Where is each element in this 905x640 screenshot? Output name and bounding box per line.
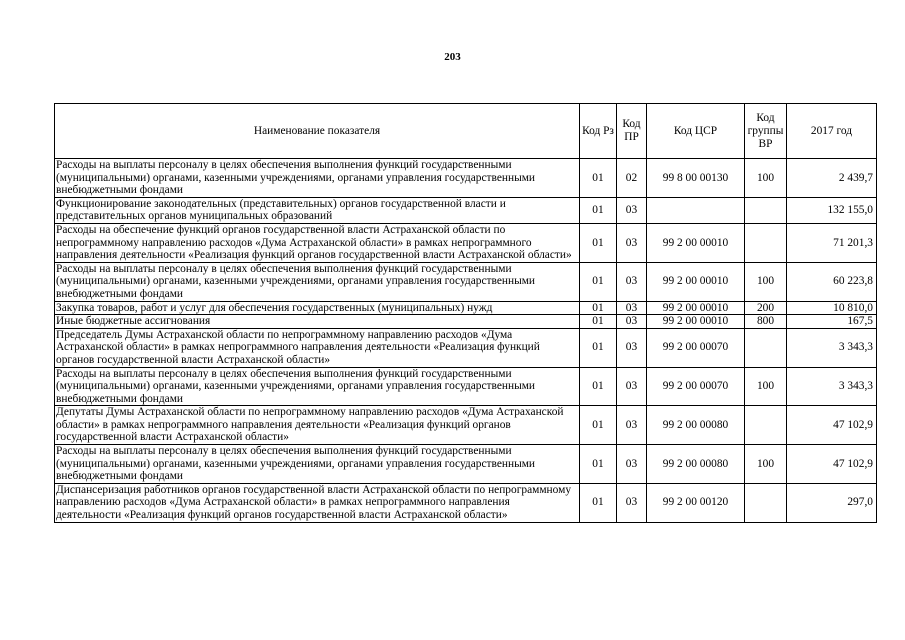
cell-vr [745, 197, 787, 223]
cell-csr: 99 2 00 00010 [647, 223, 745, 262]
table-row [55, 197, 877, 223]
cell-name: Расходы на выплаты персоналу в целях обеспечения выполнения функций государственными (муниципальными) органами, казенными учреждениями, органами управления государственными внебюджетными фондами [55, 159, 580, 198]
cell-csr: 99 8 00 00130 [647, 159, 745, 198]
cell-rz: 01 [580, 197, 617, 223]
cell-rz: 01 [580, 301, 617, 315]
cell-pr: 03 [617, 197, 647, 223]
cell-name: Диспансеризация работников органов государственной власти Астраханской области по непрограммному направлению расходов «Дума Астраханской области» в рамках непрограммного направления деятельности «Реализация функций органов государственной власти Астраханской области» [55, 483, 580, 522]
cell-vr [745, 483, 787, 522]
cell-csr [647, 197, 745, 223]
cell-pr: 03 [617, 315, 647, 329]
cell-pr: 02 [617, 159, 647, 198]
cell-rz: 01 [580, 406, 617, 445]
header-name: Наименование показателя [55, 104, 580, 159]
cell-vr: 100 [745, 367, 787, 406]
table-row [55, 328, 877, 367]
cell-rz: 01 [580, 445, 617, 484]
table-row [55, 483, 877, 522]
cell-pr: 03 [617, 223, 647, 262]
table-row [55, 159, 877, 198]
cell-pr: 03 [617, 367, 647, 406]
cell-amount: 60 223,8 [787, 262, 877, 301]
table-header-row [55, 104, 877, 159]
cell-amount: 3 343,3 [787, 328, 877, 367]
table-row [55, 315, 877, 329]
cell-rz: 01 [580, 367, 617, 406]
cell-pr: 03 [617, 262, 647, 301]
cell-name: Расходы на выплаты персоналу в целях обеспечения выполнения функций государственными (муниципальными) органами, казенными учреждениями, органами управления государственными внебюджетными фондами [55, 262, 580, 301]
cell-name: Председатель Думы Астраханской области по непрограммному направлению расходов «Дума Астраханской области» в рамках непрограммного направления деятельности «Реализация функций органов государственной власти Астраханской области» [55, 328, 580, 367]
cell-csr: 99 2 00 00010 [647, 262, 745, 301]
cell-amount: 47 102,9 [787, 406, 877, 445]
cell-amount: 71 201,3 [787, 223, 877, 262]
cell-name: Иные бюджетные ассигнования [55, 315, 580, 329]
table-row [55, 445, 877, 484]
cell-pr: 03 [617, 406, 647, 445]
cell-csr: 99 2 00 00010 [647, 301, 745, 315]
header-year: 2017 год [787, 104, 877, 159]
cell-rz: 01 [580, 328, 617, 367]
cell-name: Закупка товаров, работ и услуг для обеспечения государственных (муниципальных) нужд [55, 301, 580, 315]
header-csr: Код ЦСР [647, 104, 745, 159]
header-pr: Код ПР [617, 104, 647, 159]
cell-rz: 01 [580, 315, 617, 329]
cell-rz: 01 [580, 483, 617, 522]
cell-csr: 99 2 00 00070 [647, 367, 745, 406]
cell-rz: 01 [580, 223, 617, 262]
cell-pr: 03 [617, 328, 647, 367]
cell-name: Функционирование законодательных (представительных) органов государственной власти и представительных органов муниципальных образований [55, 197, 580, 223]
cell-vr: 800 [745, 315, 787, 329]
cell-csr: 99 2 00 00010 [647, 315, 745, 329]
cell-csr: 99 2 00 00070 [647, 328, 745, 367]
cell-amount: 167,5 [787, 315, 877, 329]
cell-vr: 100 [745, 262, 787, 301]
cell-vr: 100 [745, 159, 787, 198]
cell-amount: 10 810,0 [787, 301, 877, 315]
cell-csr: 99 2 00 00120 [647, 483, 745, 522]
cell-vr [745, 328, 787, 367]
cell-vr [745, 406, 787, 445]
cell-name: Расходы на обеспечение функций органов государственной власти Астраханской области по непрограммному направлению расходов «Дума Астраханской области» в рамках непрограммного направления деятельности «Реализация функций органов государственной власти Астраханской области» [55, 223, 580, 262]
cell-name: Депутаты Думы Астраханской области по непрограммному направлению расходов «Дума Астраханской области» в рамках непрограммного направления деятельности «Реализация функций органов государственной власти Астраханской области» [55, 406, 580, 445]
cell-amount: 297,0 [787, 483, 877, 522]
cell-vr [745, 223, 787, 262]
budget-table [54, 103, 877, 523]
page-number: 203 [444, 51, 461, 63]
cell-name: Расходы на выплаты персоналу в целях обеспечения выполнения функций государственными (муниципальными) органами, казенными учреждениями, органами управления государственными внебюджетными фондами [55, 445, 580, 484]
cell-amount: 132 155,0 [787, 197, 877, 223]
cell-csr: 99 2 00 00080 [647, 445, 745, 484]
header-vr: Код группы ВР [745, 104, 787, 159]
cell-rz: 01 [580, 262, 617, 301]
cell-amount: 3 343,3 [787, 367, 877, 406]
cell-pr: 03 [617, 483, 647, 522]
table-row [55, 223, 877, 262]
cell-csr: 99 2 00 00080 [647, 406, 745, 445]
cell-amount: 2 439,7 [787, 159, 877, 198]
cell-vr: 200 [745, 301, 787, 315]
table-row [55, 262, 877, 301]
table-row [55, 301, 877, 315]
cell-pr: 03 [617, 445, 647, 484]
table-row [55, 367, 877, 406]
table-row [55, 406, 877, 445]
cell-pr: 03 [617, 301, 647, 315]
header-rz: Код Рз [580, 104, 617, 159]
cell-vr: 100 [745, 445, 787, 484]
cell-rz: 01 [580, 159, 617, 198]
cell-name: Расходы на выплаты персоналу в целях обеспечения выполнения функций государственными (муниципальными) органами, казенными учреждениями, органами управления государственными внебюджетными фондами [55, 367, 580, 406]
cell-amount: 47 102,9 [787, 445, 877, 484]
